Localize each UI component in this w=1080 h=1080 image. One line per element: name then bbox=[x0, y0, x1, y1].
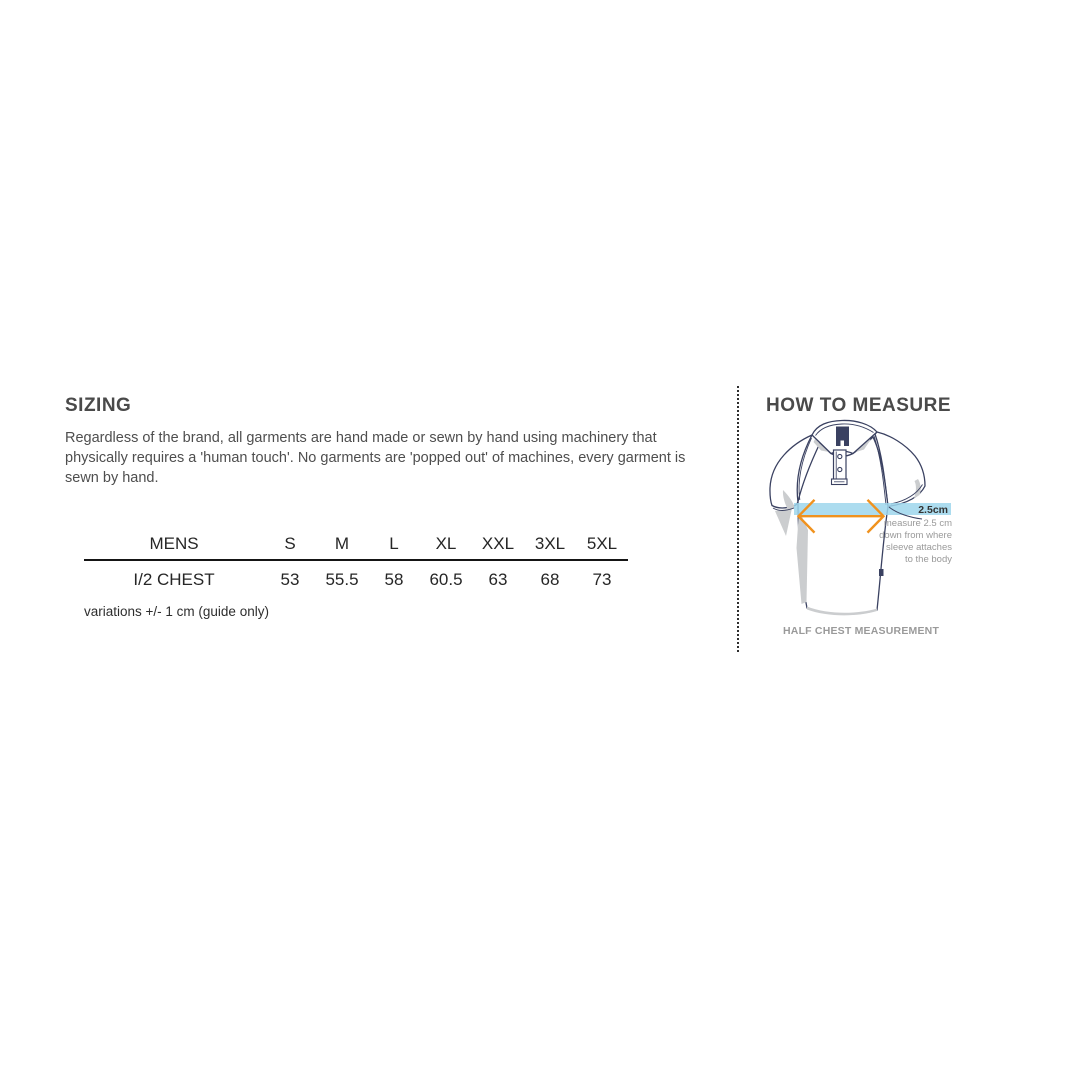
size-table-header-row bbox=[84, 528, 628, 561]
section-divider bbox=[737, 386, 739, 652]
size-table-header-cell: MENS bbox=[149, 533, 199, 553]
size-table-value-cell: 63 bbox=[488, 570, 508, 589]
size-table-header-cell: S bbox=[284, 533, 296, 553]
size-table-value-cell: 73 bbox=[592, 570, 612, 589]
size-table-value-cell: 60.5 bbox=[429, 570, 463, 589]
measure-annotation-line: sleeve attaches bbox=[885, 542, 952, 553]
size-table-header-cell: L bbox=[389, 533, 399, 553]
measure-annotation-line: to the body bbox=[904, 554, 952, 565]
size-table-header-cell: 3XL bbox=[534, 533, 566, 553]
size-table-row-label: I/2 CHEST bbox=[133, 570, 215, 589]
size-table-note: variations +/- 1 cm (guide only) bbox=[84, 604, 269, 619]
size-table-header-cell: XXL bbox=[481, 533, 515, 553]
size-table-row bbox=[84, 561, 628, 597]
measure-section-title: HOW TO MEASURE bbox=[766, 395, 952, 416]
measure-annotation bbox=[842, 518, 952, 566]
sizing-description-line: Regardless of the brand, all garments are hand made or sewn by hand using machinery that bbox=[65, 430, 657, 446]
band-measurement-label: 2.5cm bbox=[918, 504, 948, 516]
sizing-section-title: SIZING bbox=[65, 395, 132, 416]
size-table-value-cell: 58 bbox=[384, 570, 404, 589]
measure-annotation-line: measure 2.5 cm bbox=[883, 518, 952, 529]
size-table-value-cell: 68 bbox=[540, 570, 560, 589]
size-table-header-cell: XL bbox=[435, 533, 457, 553]
sizing-description-line: physically requires a 'human touch'. No garments are 'popped out' of machines, every garment is bbox=[65, 450, 686, 466]
size-table-value-cell: 55.5 bbox=[325, 570, 359, 589]
size-table-header-cell: 5XL bbox=[586, 533, 618, 553]
half-chest-caption: HALF CHEST MEASUREMENT bbox=[783, 625, 940, 637]
size-table-header-cell: M bbox=[334, 533, 350, 553]
sizing-description bbox=[65, 428, 710, 488]
size-table-value-cell: 53 bbox=[280, 570, 300, 589]
sizing-description-line: sewn by hand. bbox=[65, 470, 159, 486]
size-table bbox=[84, 528, 628, 597]
measure-annotation-line: down from where bbox=[879, 530, 952, 541]
